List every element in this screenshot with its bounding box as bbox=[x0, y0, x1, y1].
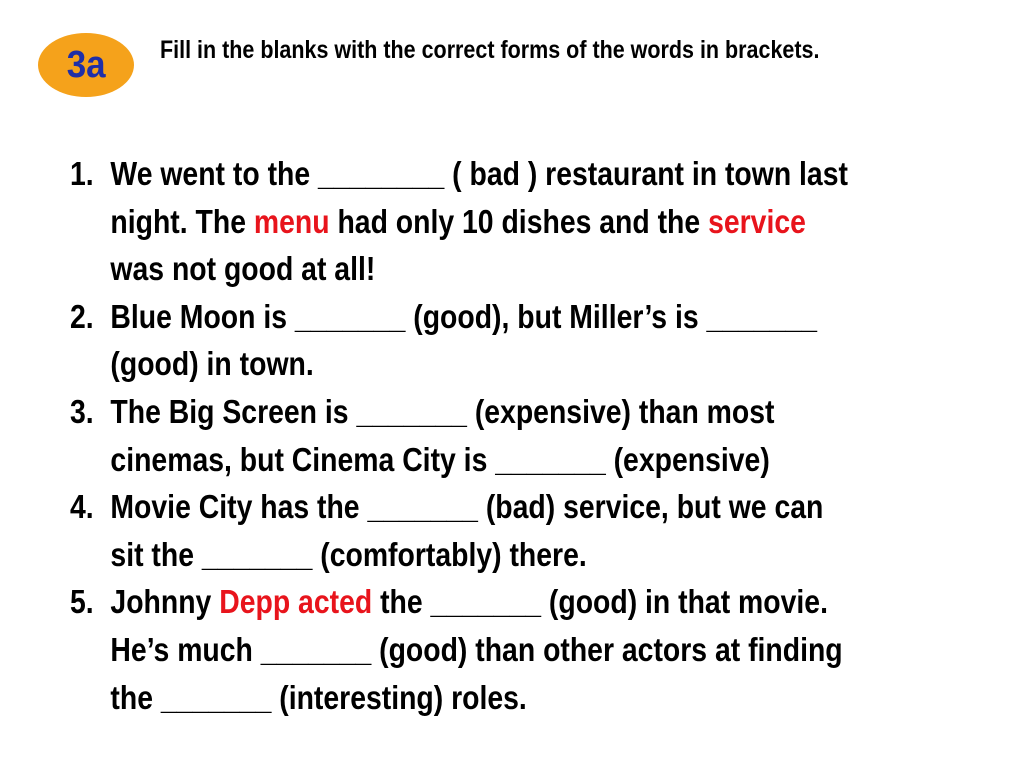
sentence-fragment: (good) in town. bbox=[110, 345, 314, 383]
exercise-item-line bbox=[110, 245, 964, 293]
exercise-item bbox=[70, 388, 964, 483]
exercise-item bbox=[70, 578, 964, 721]
exercise-item-text bbox=[110, 483, 964, 578]
exercise-item-line bbox=[110, 531, 964, 579]
exercise-item-line bbox=[110, 578, 964, 626]
exercise-item-line bbox=[110, 388, 964, 436]
exercise-item-line bbox=[110, 626, 964, 674]
exercise-list bbox=[70, 150, 964, 721]
exercise-badge bbox=[38, 33, 134, 97]
exercise-item bbox=[70, 483, 964, 578]
exercise-item-number: 5. bbox=[70, 583, 94, 621]
exercise-item-number: 3. bbox=[70, 392, 94, 430]
exercise-item bbox=[70, 293, 964, 388]
exercise-badge-label: 3a bbox=[66, 44, 106, 86]
exercise-item-line bbox=[110, 483, 964, 531]
sentence-fragment: the _______ (interesting) roles. bbox=[110, 678, 527, 716]
sentence-fragment: night. The bbox=[110, 202, 254, 240]
exercise-item-line bbox=[110, 293, 964, 341]
exercise-item-line bbox=[110, 150, 964, 198]
exercise-item-text bbox=[110, 293, 964, 388]
exercise-instruction: Fill in the blanks with the correct forms of the words in brackets. bbox=[160, 36, 820, 64]
sentence-fragment: sit the _______ (comfortably) there. bbox=[110, 535, 587, 573]
highlighted-word: service bbox=[708, 202, 806, 240]
highlighted-word: Depp acted bbox=[219, 583, 373, 621]
sentence-fragment: Johnny bbox=[110, 583, 220, 621]
exercise-item-text bbox=[110, 388, 964, 483]
exercise-item-number: 1. bbox=[70, 155, 94, 192]
sentence-fragment: cinemas, but Cinema City is _______ (expensive) bbox=[110, 440, 770, 478]
exercise-item-line bbox=[110, 198, 964, 246]
exercise-item-number: 4. bbox=[70, 488, 94, 526]
exercise-item-number: 2. bbox=[70, 297, 94, 335]
sentence-fragment: was not good at all! bbox=[110, 250, 376, 288]
exercise-item-text bbox=[110, 578, 964, 721]
sentence-fragment: Blue Moon is _______ (good), but Miller’s is _______ bbox=[110, 297, 818, 335]
sentence-fragment: Movie City has the _______ (bad) service, but we can bbox=[110, 488, 824, 526]
exercise-item-line bbox=[110, 436, 964, 484]
exercise-item-text bbox=[110, 150, 964, 293]
exercise-item bbox=[70, 150, 964, 293]
sentence-fragment: the _______ (good) in that movie. bbox=[372, 583, 828, 621]
exercise-item-line bbox=[110, 340, 964, 388]
exercise-item-line bbox=[110, 674, 964, 722]
highlighted-word: menu bbox=[253, 202, 330, 240]
sentence-fragment: The Big Screen is _______ (expensive) than most bbox=[110, 392, 775, 430]
sentence-fragment: We went to the ________ ( bad ) restaurant in town last bbox=[110, 155, 848, 192]
sentence-fragment: He’s much _______ (good) than other actors at finding bbox=[110, 630, 843, 668]
sentence-fragment: had only 10 dishes and the bbox=[329, 202, 709, 240]
